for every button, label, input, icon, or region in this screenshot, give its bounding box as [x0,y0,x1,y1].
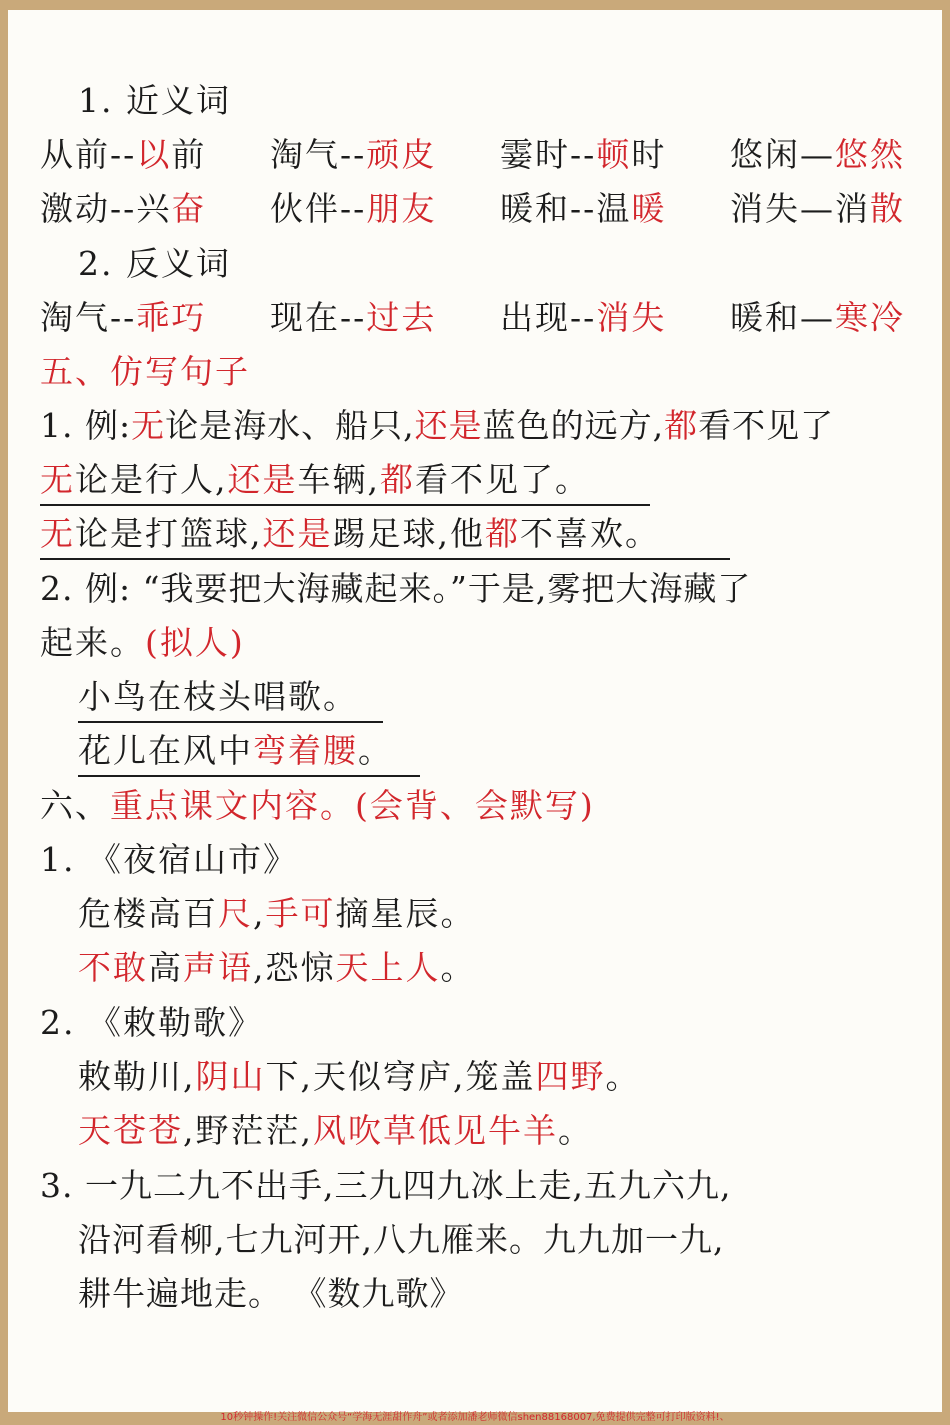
answer-sentence-2: 无论是打篮球,还是踢足球,他都不喜欢。 [40,507,730,561]
poem-1-line-1: 危楼高百尺,手可摘星辰。 [78,894,476,933]
worksheet-page [8,10,942,1412]
poem-1-line-2: 不敢高声语,恐惊天上人。 [78,948,476,987]
antonym-pair: 淘气--乖巧 [40,298,207,337]
footer-notice: 10秒钟操作!关注微信公众号“学海无涯甜作舟”或者添加潘老师微信shen88168007,免费提供完整可打印版资料!、 [220,1412,730,1423]
poem-2-line-2: 天苍苍,野茫茫,风吹草低见牛羊。 [78,1111,593,1150]
poem-3-line-3: 耕牛遍地走。 《数九歌》 [78,1274,464,1313]
poem-3-line-2: 沿河看柳,七九河开,八九雁来。九九加一九, [78,1220,725,1259]
antonym-pair: 出现--消失 [500,298,667,337]
poem-3-line-1: 3. 一九二九不出手,三九四九冰上走,五九六九, [40,1166,732,1205]
poem-2-line-1: 敕勒川,阴山下,天似穹庐,笼盖四野。 [78,1057,641,1096]
synonym-pair: 伙伴--朋友 [270,189,437,228]
example-sentence-1: 1. 例:无论是海水、船只,还是蓝色的远方,都看不见了 [40,406,835,445]
synonym-pair: 暖和--温暖 [500,189,667,228]
synonyms-row-2 [8,182,942,236]
antonym-pair: 现在--过去 [270,298,437,337]
synonym-pair: 消失—消散 [730,189,905,228]
synonyms-row-1 [8,128,942,182]
synonyms-heading: 1. 近义词 [78,81,231,120]
synonym-pair: 霎时--顿时 [500,135,667,174]
example-sentence-2: 2. 例: “我要把大海藏起来。”于是,雾把大海藏了 [40,569,752,608]
poem-1-title: 1. 《夜宿山市》 [40,840,298,879]
section-5-title: 五、仿写句子 [40,352,250,391]
answer-sentence-3: 小鸟在枝头唱歌。 [78,670,383,724]
synonym-pair: 从前--以前 [40,135,207,174]
synonym-pair: 悠闲—悠然 [730,135,905,174]
example-sentence-2-cont: 起来。(拟人) [40,623,245,662]
answer-sentence-1: 无论是行人,还是车辆,都看不见了。 [40,453,650,507]
antonyms-heading: 2. 反义词 [78,244,231,283]
antonym-pair: 暖和—寒冷 [730,298,905,337]
antonyms-row-1 [8,291,942,345]
answer-sentence-4: 花儿在风中弯着腰。 [78,724,420,778]
synonym-pair: 激动--兴奋 [40,189,207,228]
poem-2-title: 2. 《敕勒歌》 [40,1003,263,1042]
rhetoric-note: (拟人) [145,623,245,662]
section-6-title: 六、重点课文内容。(会背、会默写) [40,786,595,825]
synonym-pair: 淘气--顽皮 [270,135,437,174]
